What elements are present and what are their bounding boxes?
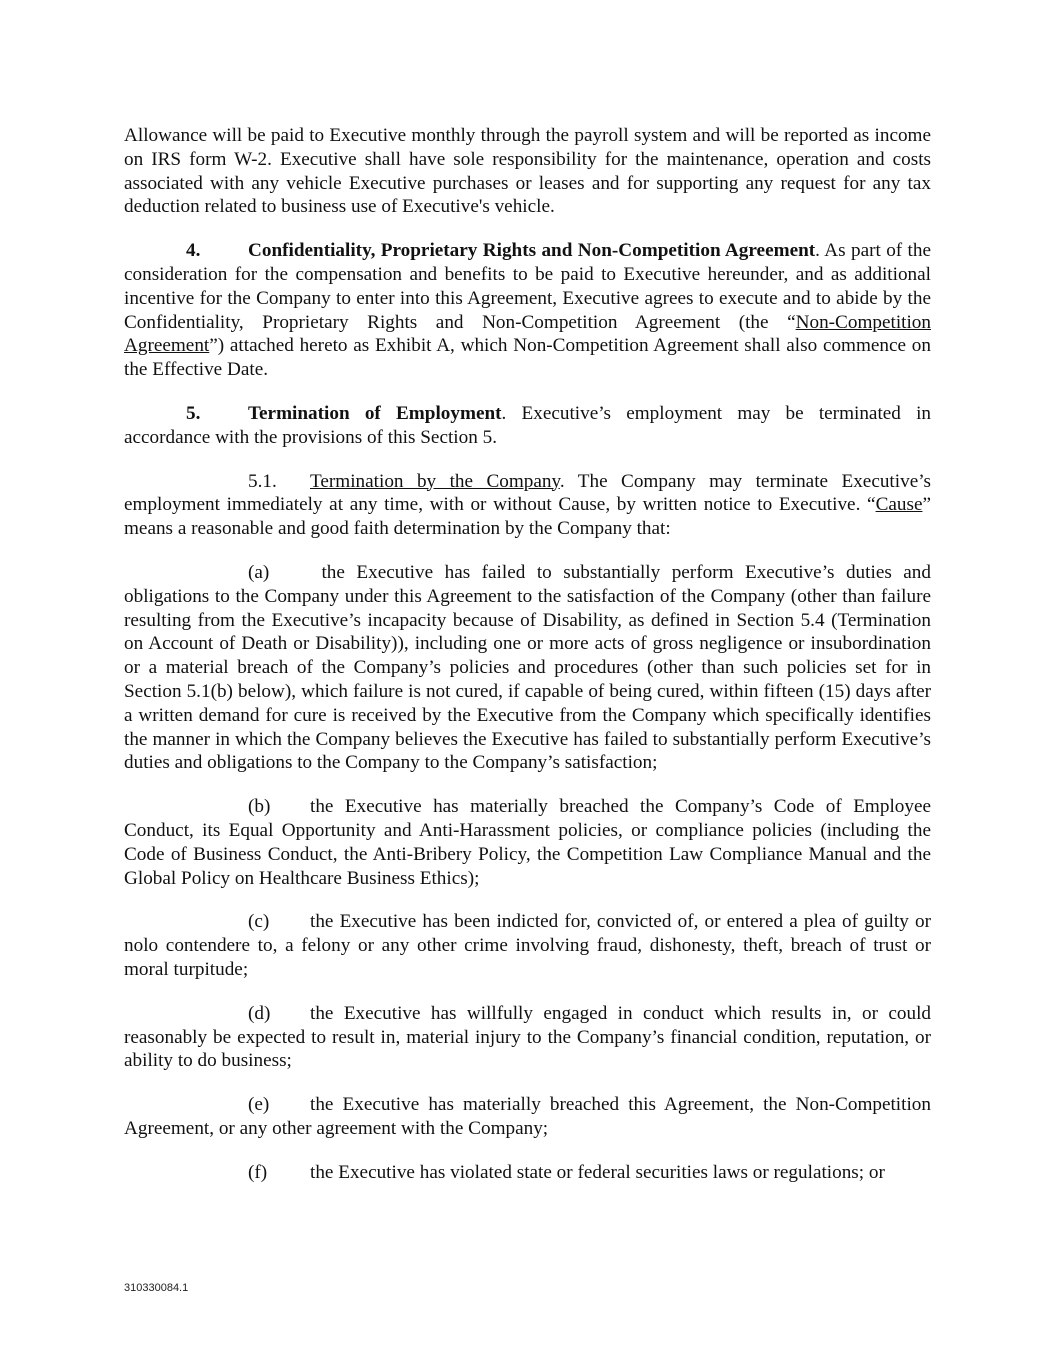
section-4-number: 4. xyxy=(186,240,201,262)
section-5-text: . Executive’s employment may be terminated in accordance with the provisions of this Section 5. xyxy=(124,402,931,448)
list-item-label: (b) xyxy=(248,796,271,818)
list-item-label: (f) xyxy=(248,1161,268,1183)
list-item-text: the Executive has failed to substantially perform Executive’s duties and obligations to the Company under this Agreement to the satisfaction of the Company (other than failure resulting from the Executive’s incapacity because of Disability, as defined in Section 5.4 (Termination on Account of Death or Disability)), including one or more acts of gross negligence or insubordination or a material breach of the Company’s policies and procedures (other than such policies set for in Section 5.1(b) below), which failure is not cured, if capable of being cured, within fifteen (15) days after a written demand for cure is received by the Executive from the Company which specifically identifies the manner in which the Company believes the Executive has failed to substantially perform Executive’s duties and obligations to the Company to the Company’s satisfaction; xyxy=(124,561,931,774)
section-5-1-heading: Termination by the Company xyxy=(310,470,560,492)
section-4-heading: Confidentiality, Proprietary Rights and Non-Competition Agreement xyxy=(248,240,816,262)
list-item-text: the Executive has materially breached this Agreement, the Non-Competition Agreement, or any other agreement with the Company; xyxy=(124,1094,931,1139)
list-item-label: (c) xyxy=(248,911,270,933)
section-5-1-number: 5.1. xyxy=(248,470,277,492)
list-item-text: the Executive has been indicted for, convicted of, or entered a plea of guilty or nolo contendere to, a felony or any other crime involving fraud, dishonesty, theft, breach of trust or moral turpitude; xyxy=(124,911,931,980)
list-item-f xyxy=(124,1161,931,1185)
list-item-label: (e) xyxy=(248,1094,270,1116)
section-5-1 xyxy=(124,470,931,541)
list-item-a xyxy=(124,561,931,775)
list-item-b xyxy=(124,795,931,890)
section-5-1-text-b: ” means a reasonable and good faith determination by the Company that: xyxy=(124,494,931,540)
list-item-label: (a) xyxy=(248,561,270,583)
list-item-d xyxy=(124,1002,931,1073)
list-item-label: (d) xyxy=(248,1002,271,1024)
section-4 xyxy=(124,239,931,382)
section-4-text-b: ”) attached hereto as Exhibit A, which Non-Competition Agreement shall also commence on the Effective Date. xyxy=(124,335,931,381)
section-5-heading: Termination of Employment xyxy=(248,402,502,424)
section-4-text-a: . As part of the consideration for the compensation and benefits to be paid to Executive hereunder, and as additional incentive for the Company to enter into this Agreement, Executive agrees to execute and to abide by the Confidentiality, Proprietary Rights and Non-Competition Agreement (the “ xyxy=(124,240,931,333)
section-5 xyxy=(124,402,931,450)
list-item-text: the Executive has materially breached the Company’s Code of Employee Conduct, its Equal Opportunity and Anti-Harassment policies, or compliance policies (including the Code of Business Conduct, the Anti-Bribery Policy, the Competition Law Compliance Manual and the Global Policy on Healthcare Business Ethics); xyxy=(124,796,931,889)
section-5-number: 5. xyxy=(186,402,201,424)
section-5-1-text-a: . The Company may terminate Executive’s employment immediately at any time, with or without Cause, by written notice to Executive. “ xyxy=(124,470,932,516)
section-4-defined-term: Non-Competition Agreement xyxy=(124,311,931,357)
list-item-text: the Executive has willfully engaged in conduct which results in, or could reasonably be expected to result in, material injury to the Company’s financial condition, reputation, or ability to do business; xyxy=(124,1002,931,1072)
list-item-text: the Executive has violated state or federal securities laws or regulations; or xyxy=(310,1161,885,1183)
list-item-c xyxy=(124,910,931,981)
list-item-e xyxy=(124,1093,931,1141)
document-page xyxy=(124,124,931,1184)
cause-defined-term: Cause xyxy=(875,494,923,516)
document-id-footer: 310330084.1 xyxy=(124,1282,189,1294)
continuation-paragraph: Allowance will be paid to Executive monthly through the payroll system and will be reported as income on IRS form W-2. Executive shall have sole responsibility for the maintenance, operation and costs associated with any vehicle Executive purchases or leases and for supporting any request for any tax deduction related to business use of Executive's vehicle. xyxy=(124,125,931,218)
